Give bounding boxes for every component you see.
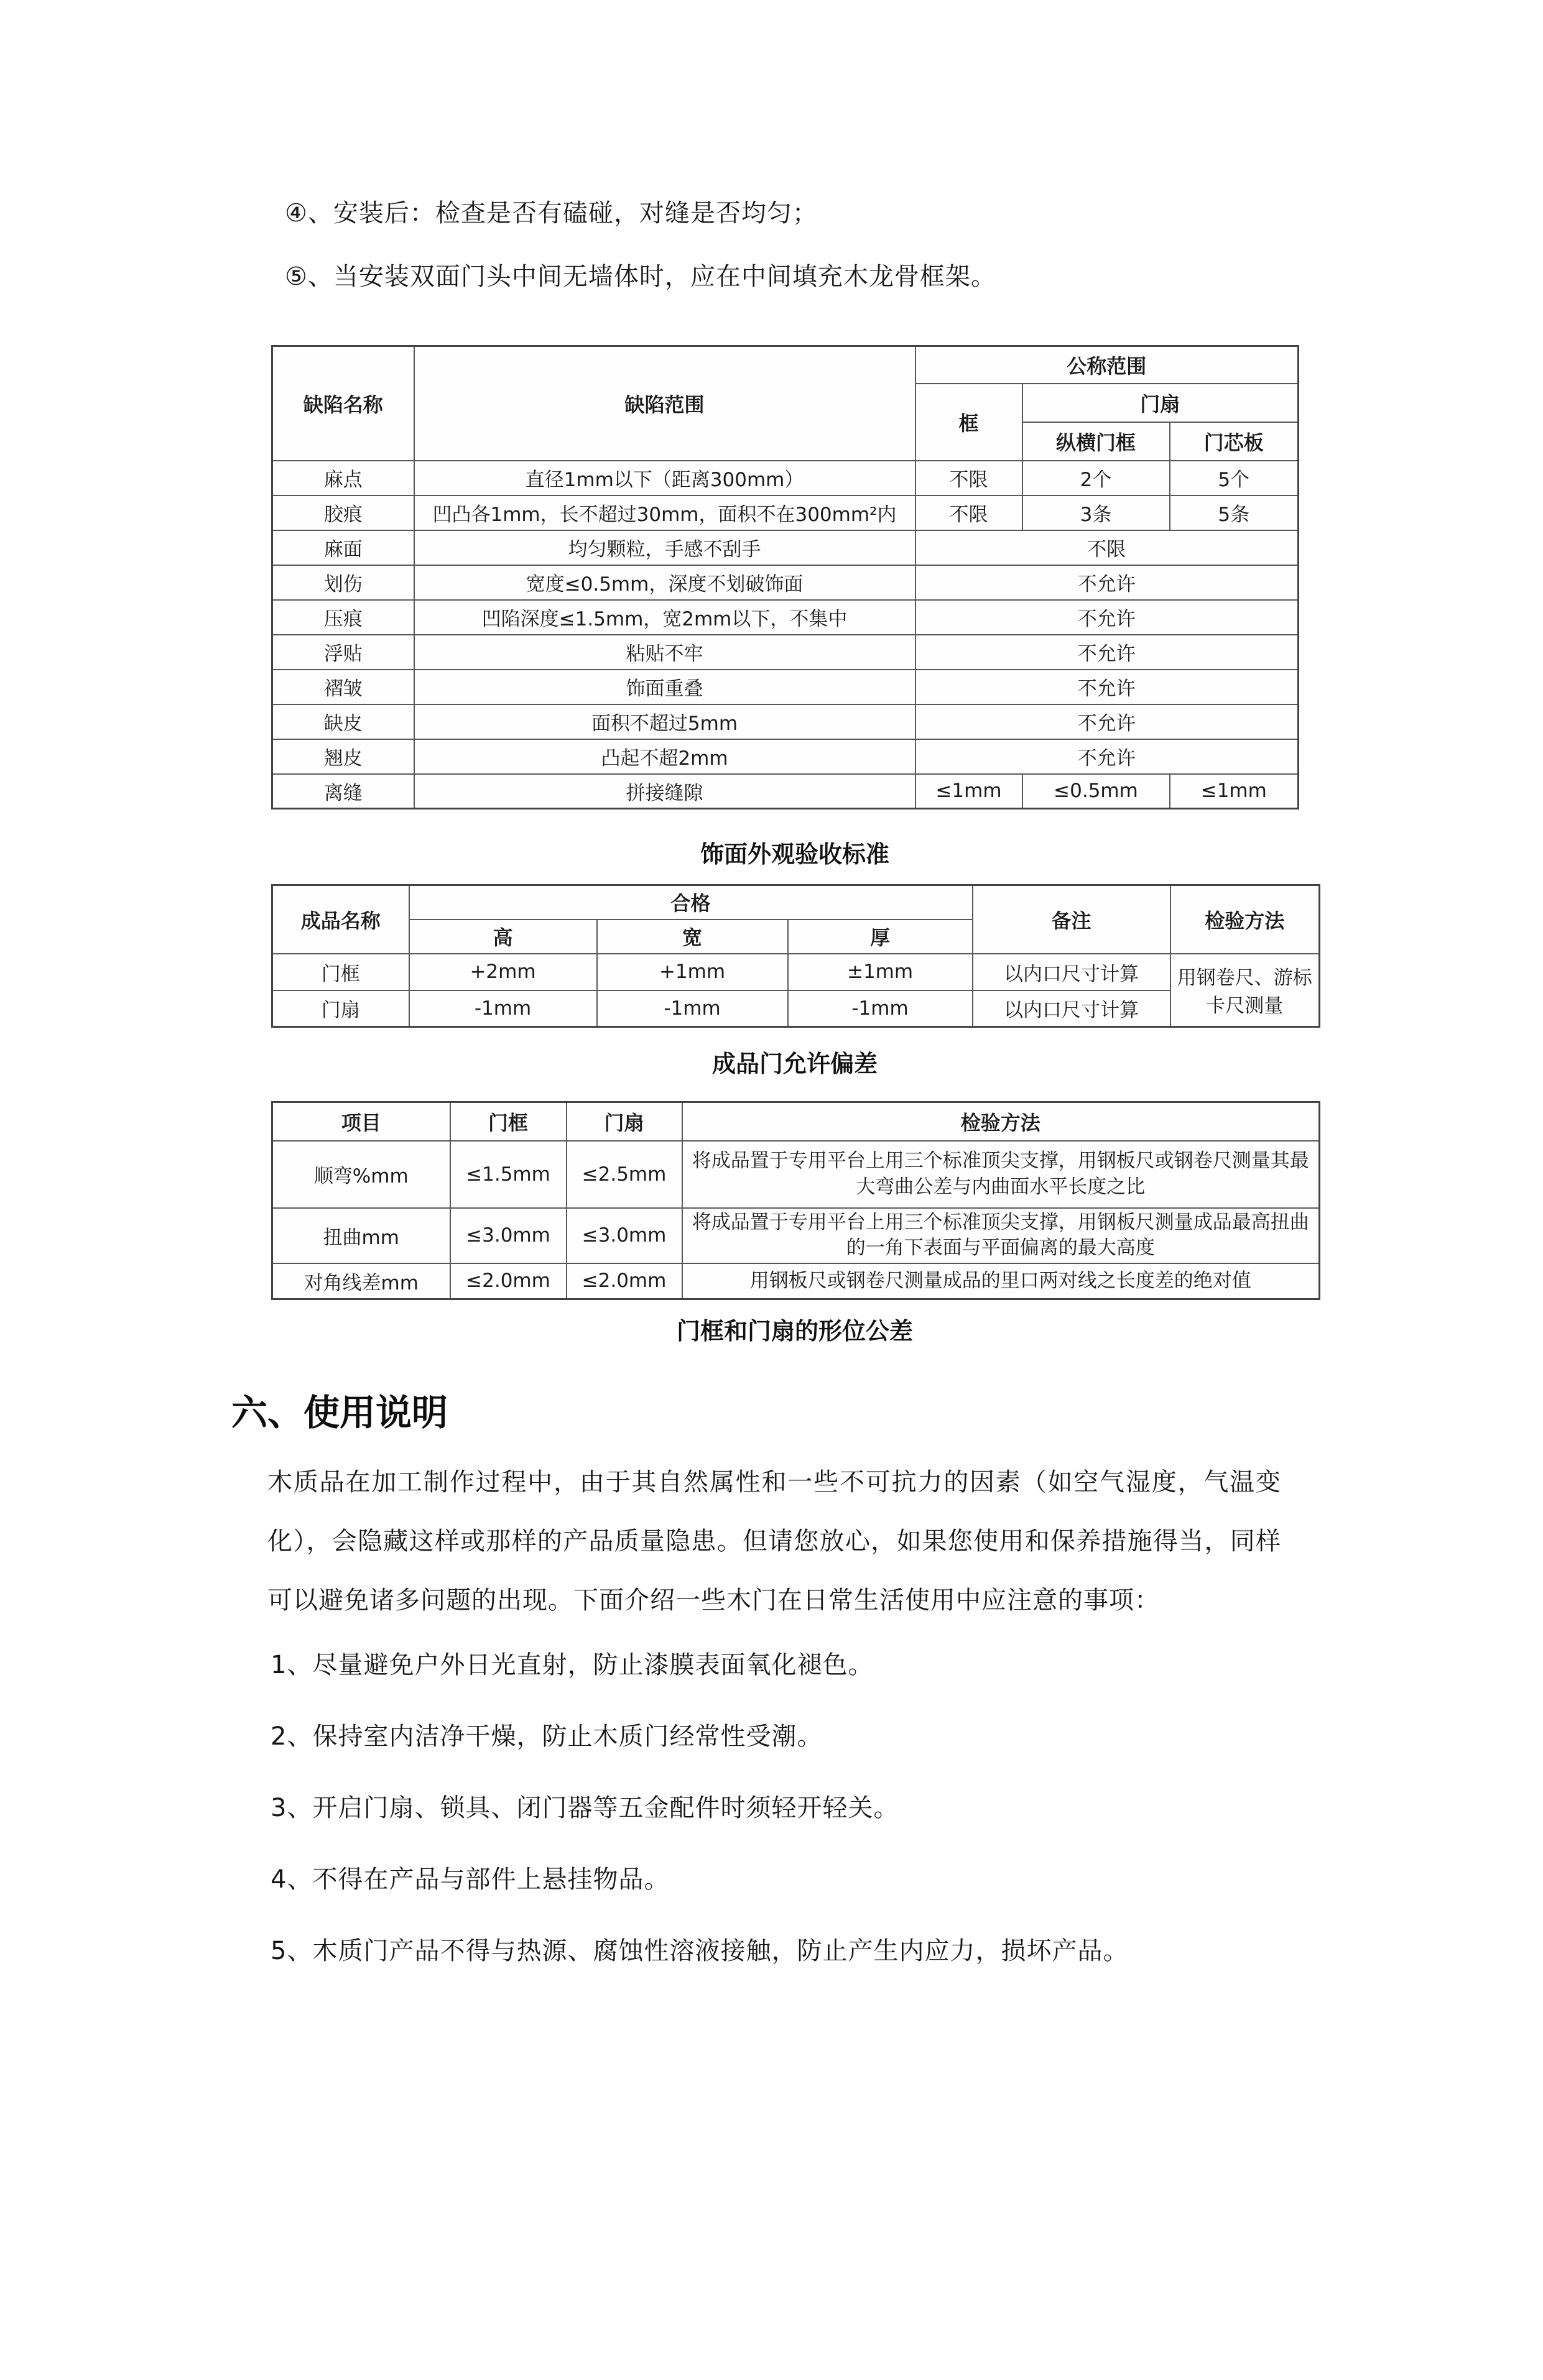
product-name-cell: 门扇	[272, 990, 409, 1027]
install-step-5: ⑤、当安装双面门头中间无墙体时，应在中间填充木龙骨框架。	[285, 262, 996, 291]
defect-row-madian	[272, 461, 1299, 496]
defect-name-cell: 胶痕	[272, 496, 414, 530]
leaf-cell: ≤2.0mm	[567, 1263, 682, 1299]
tolerance-table-caption: 门框和门扇的形位公差	[676, 1317, 913, 1345]
defect-range-cell: 均匀颗粒，手感不刮手	[414, 530, 915, 565]
door-leaf-header: 门扇	[1022, 384, 1299, 422]
method-cell: 用钢板尺或钢卷尺测量成品的里口两对线之长度差的绝对值	[682, 1263, 1320, 1299]
tolerance-row-bow	[272, 1141, 1320, 1208]
product-name-header: 成品名称	[272, 885, 409, 954]
defect-range-cell: 饰面重叠	[414, 670, 915, 704]
frame-header: 框	[915, 384, 1022, 461]
size-row-frame	[272, 954, 1320, 990]
vh-limit-cell: 2个	[1022, 461, 1170, 496]
tolerance-table-header-row	[272, 1102, 1320, 1141]
document-page	[0, 199, 1543, 1965]
usage-item-3: 3、开启门扇、锁具、闭门器等五金配件时须轻开轻关。	[271, 1793, 899, 1822]
defect-name-cell: 压痕	[272, 600, 414, 635]
width-cell: -1mm	[597, 990, 788, 1027]
defect-acceptance-table	[271, 345, 1299, 809]
frame-limit-cell: ≤1mm	[915, 774, 1022, 809]
defect-name-cell: 划伤	[272, 565, 414, 600]
vh-limit-cell: 3条	[1022, 496, 1170, 530]
item-cell: 对角线差mm	[272, 1263, 450, 1299]
defect-table-caption: 饰面外观验收标准	[700, 841, 889, 868]
height-cell: +2mm	[409, 954, 597, 990]
usage-item-1: 1、尽量避免户外日光直射，防止漆膜表面氧化褪色。	[271, 1650, 874, 1679]
defect-range-cell: 粘贴不牢	[414, 635, 915, 670]
remark-header: 备注	[973, 885, 1170, 954]
core-limit-cell: 5条	[1170, 496, 1299, 530]
frame-cell: ≤1.5mm	[450, 1141, 567, 1208]
defect-row-qiaopi	[272, 739, 1299, 774]
install-step-4: ④、安装后：检查是否有磕碰，对缝是否均匀；	[285, 199, 818, 228]
usage-section-heading: 六、使用说明	[231, 1391, 448, 1434]
usage-item-5: 5、木质门产品不得与热源、腐蚀性溶液接触，防止产生内应力，损坏产品。	[271, 1936, 1129, 1965]
defect-row-lifeng	[272, 774, 1299, 809]
size-row-leaf	[272, 990, 1320, 1027]
defect-range-cell: 宽度≤0.5mm，深度不划破饰面	[414, 565, 915, 600]
method-cell: 将成品置于专用平台上用三个标准顶尖支撑，用钢板尺测量成品最高扭曲的一角下表面与平面偏离的最大高度	[682, 1208, 1320, 1264]
usage-item-4: 4、不得在产品与部件上悬挂物品。	[271, 1865, 670, 1894]
defect-range-cell: 直径1mm以下（距离300mm）	[414, 461, 915, 496]
defect-row-quepi	[272, 704, 1299, 739]
width-cell: +1mm	[597, 954, 788, 990]
height-header: 高	[409, 920, 597, 954]
merged-limit-cell: 不允许	[915, 739, 1299, 774]
defect-row-yahen	[272, 600, 1299, 635]
defect-name-cell: 离缝	[272, 774, 414, 809]
defect-name-cell: 浮贴	[272, 635, 414, 670]
thickness-cell: -1mm	[788, 990, 973, 1027]
merged-limit-cell: 不允许	[915, 670, 1299, 704]
defect-name-cell: 褶皱	[272, 670, 414, 704]
usage-intro-paragraph: 木质品在加工制作过程中，由于其自然属性和一些不可抗力的因素（如空气湿度，气温变化），会隐藏这样或那样的产品质量隐患。但请您放心，如果您使用和保养措施得当，同样可以避免诸多问题的出现。下面介绍一些木门在日常生活使用中应注意的事项：	[267, 1467, 1281, 1615]
defect-range-cell: 凸起不超2mm	[414, 739, 915, 774]
item-header: 项目	[272, 1102, 450, 1141]
defect-row-huashang	[272, 565, 1299, 600]
defect-range-header: 缺陷范围	[414, 346, 915, 461]
core-limit-cell: 5个	[1170, 461, 1299, 496]
defect-name-cell: 翘皮	[272, 739, 414, 774]
defect-name-cell: 麻面	[272, 530, 414, 565]
frame-cell: ≤2.0mm	[450, 1263, 567, 1299]
tolerance-row-diagonal	[272, 1263, 1320, 1299]
merged-limit-cell: 不允许	[915, 600, 1299, 635]
defect-row-zhezhou	[272, 670, 1299, 704]
usage-item-2: 2、保持室内洁净干燥，防止木质门经常性受潮。	[271, 1722, 823, 1751]
height-cell: -1mm	[409, 990, 597, 1027]
width-header: 宽	[597, 920, 788, 954]
core-board-header: 门芯板	[1170, 422, 1299, 461]
item-cell: 顺弯%mm	[272, 1141, 450, 1208]
size-table-caption: 成品门允许偏差	[711, 1050, 878, 1077]
thickness-header: 厚	[788, 920, 973, 954]
leaf-cell: ≤3.0mm	[567, 1208, 682, 1264]
tolerance-row-twist	[272, 1208, 1320, 1264]
leaf-cell: ≤2.5mm	[567, 1141, 682, 1208]
qualified-header: 合格	[409, 885, 973, 920]
merged-limit-cell: 不限	[915, 530, 1299, 565]
leaf-header: 门扇	[567, 1102, 682, 1141]
defect-table-header-row-1	[272, 346, 1299, 384]
merged-limit-cell: 不允许	[915, 635, 1299, 670]
defect-name-header: 缺陷名称	[272, 346, 414, 461]
size-table-header-row-1	[272, 885, 1320, 920]
method-header: 检验方法	[1170, 885, 1320, 954]
defect-range-cell: 面积不超过5mm	[414, 704, 915, 739]
defect-row-mamian	[272, 530, 1299, 565]
defect-range-cell: 拼接缝隙	[414, 774, 915, 809]
remark-cell: 以内口尺寸计算	[973, 954, 1170, 990]
frame-header: 门框	[450, 1102, 567, 1141]
vh-limit-cell: ≤0.5mm	[1022, 774, 1170, 809]
size-deviation-table	[271, 884, 1320, 1028]
frame-limit-cell: 不限	[915, 461, 1022, 496]
thickness-cell: ±1mm	[788, 954, 973, 990]
defect-row-jiaohen	[272, 496, 1299, 530]
defect-range-cell: 凹陷深度≤1.5mm，宽2mm以下，不集中	[414, 600, 915, 635]
method-cell: 将成品置于专用平台上用三个标准顶尖支撑，用钢板尺或钢卷尺测量其最大弯曲公差与内曲面水平长度之比	[682, 1141, 1320, 1208]
core-limit-cell: ≤1mm	[1170, 774, 1299, 809]
merged-limit-cell: 不允许	[915, 704, 1299, 739]
method-header: 检验方法	[682, 1102, 1320, 1141]
method-merged-cell: 用钢卷尺、游标卡尺测量	[1170, 954, 1320, 1027]
defect-row-futie	[272, 635, 1299, 670]
product-name-cell: 门框	[272, 954, 409, 990]
defect-name-cell: 麻点	[272, 461, 414, 496]
frame-limit-cell: 不限	[915, 496, 1022, 530]
defect-name-cell: 缺皮	[272, 704, 414, 739]
form-tolerance-table	[271, 1101, 1320, 1300]
nominal-range-header: 公称范围	[915, 346, 1299, 384]
merged-limit-cell: 不允许	[915, 565, 1299, 600]
item-cell: 扭曲mm	[272, 1208, 450, 1264]
vh-frame-header: 纵横门框	[1022, 422, 1170, 461]
remark-cell: 以内口尺寸计算	[973, 990, 1170, 1027]
frame-cell: ≤3.0mm	[450, 1208, 567, 1264]
defect-range-cell: 凹凸各1mm，长不超过30mm，面积不在300mm²内	[414, 496, 915, 530]
